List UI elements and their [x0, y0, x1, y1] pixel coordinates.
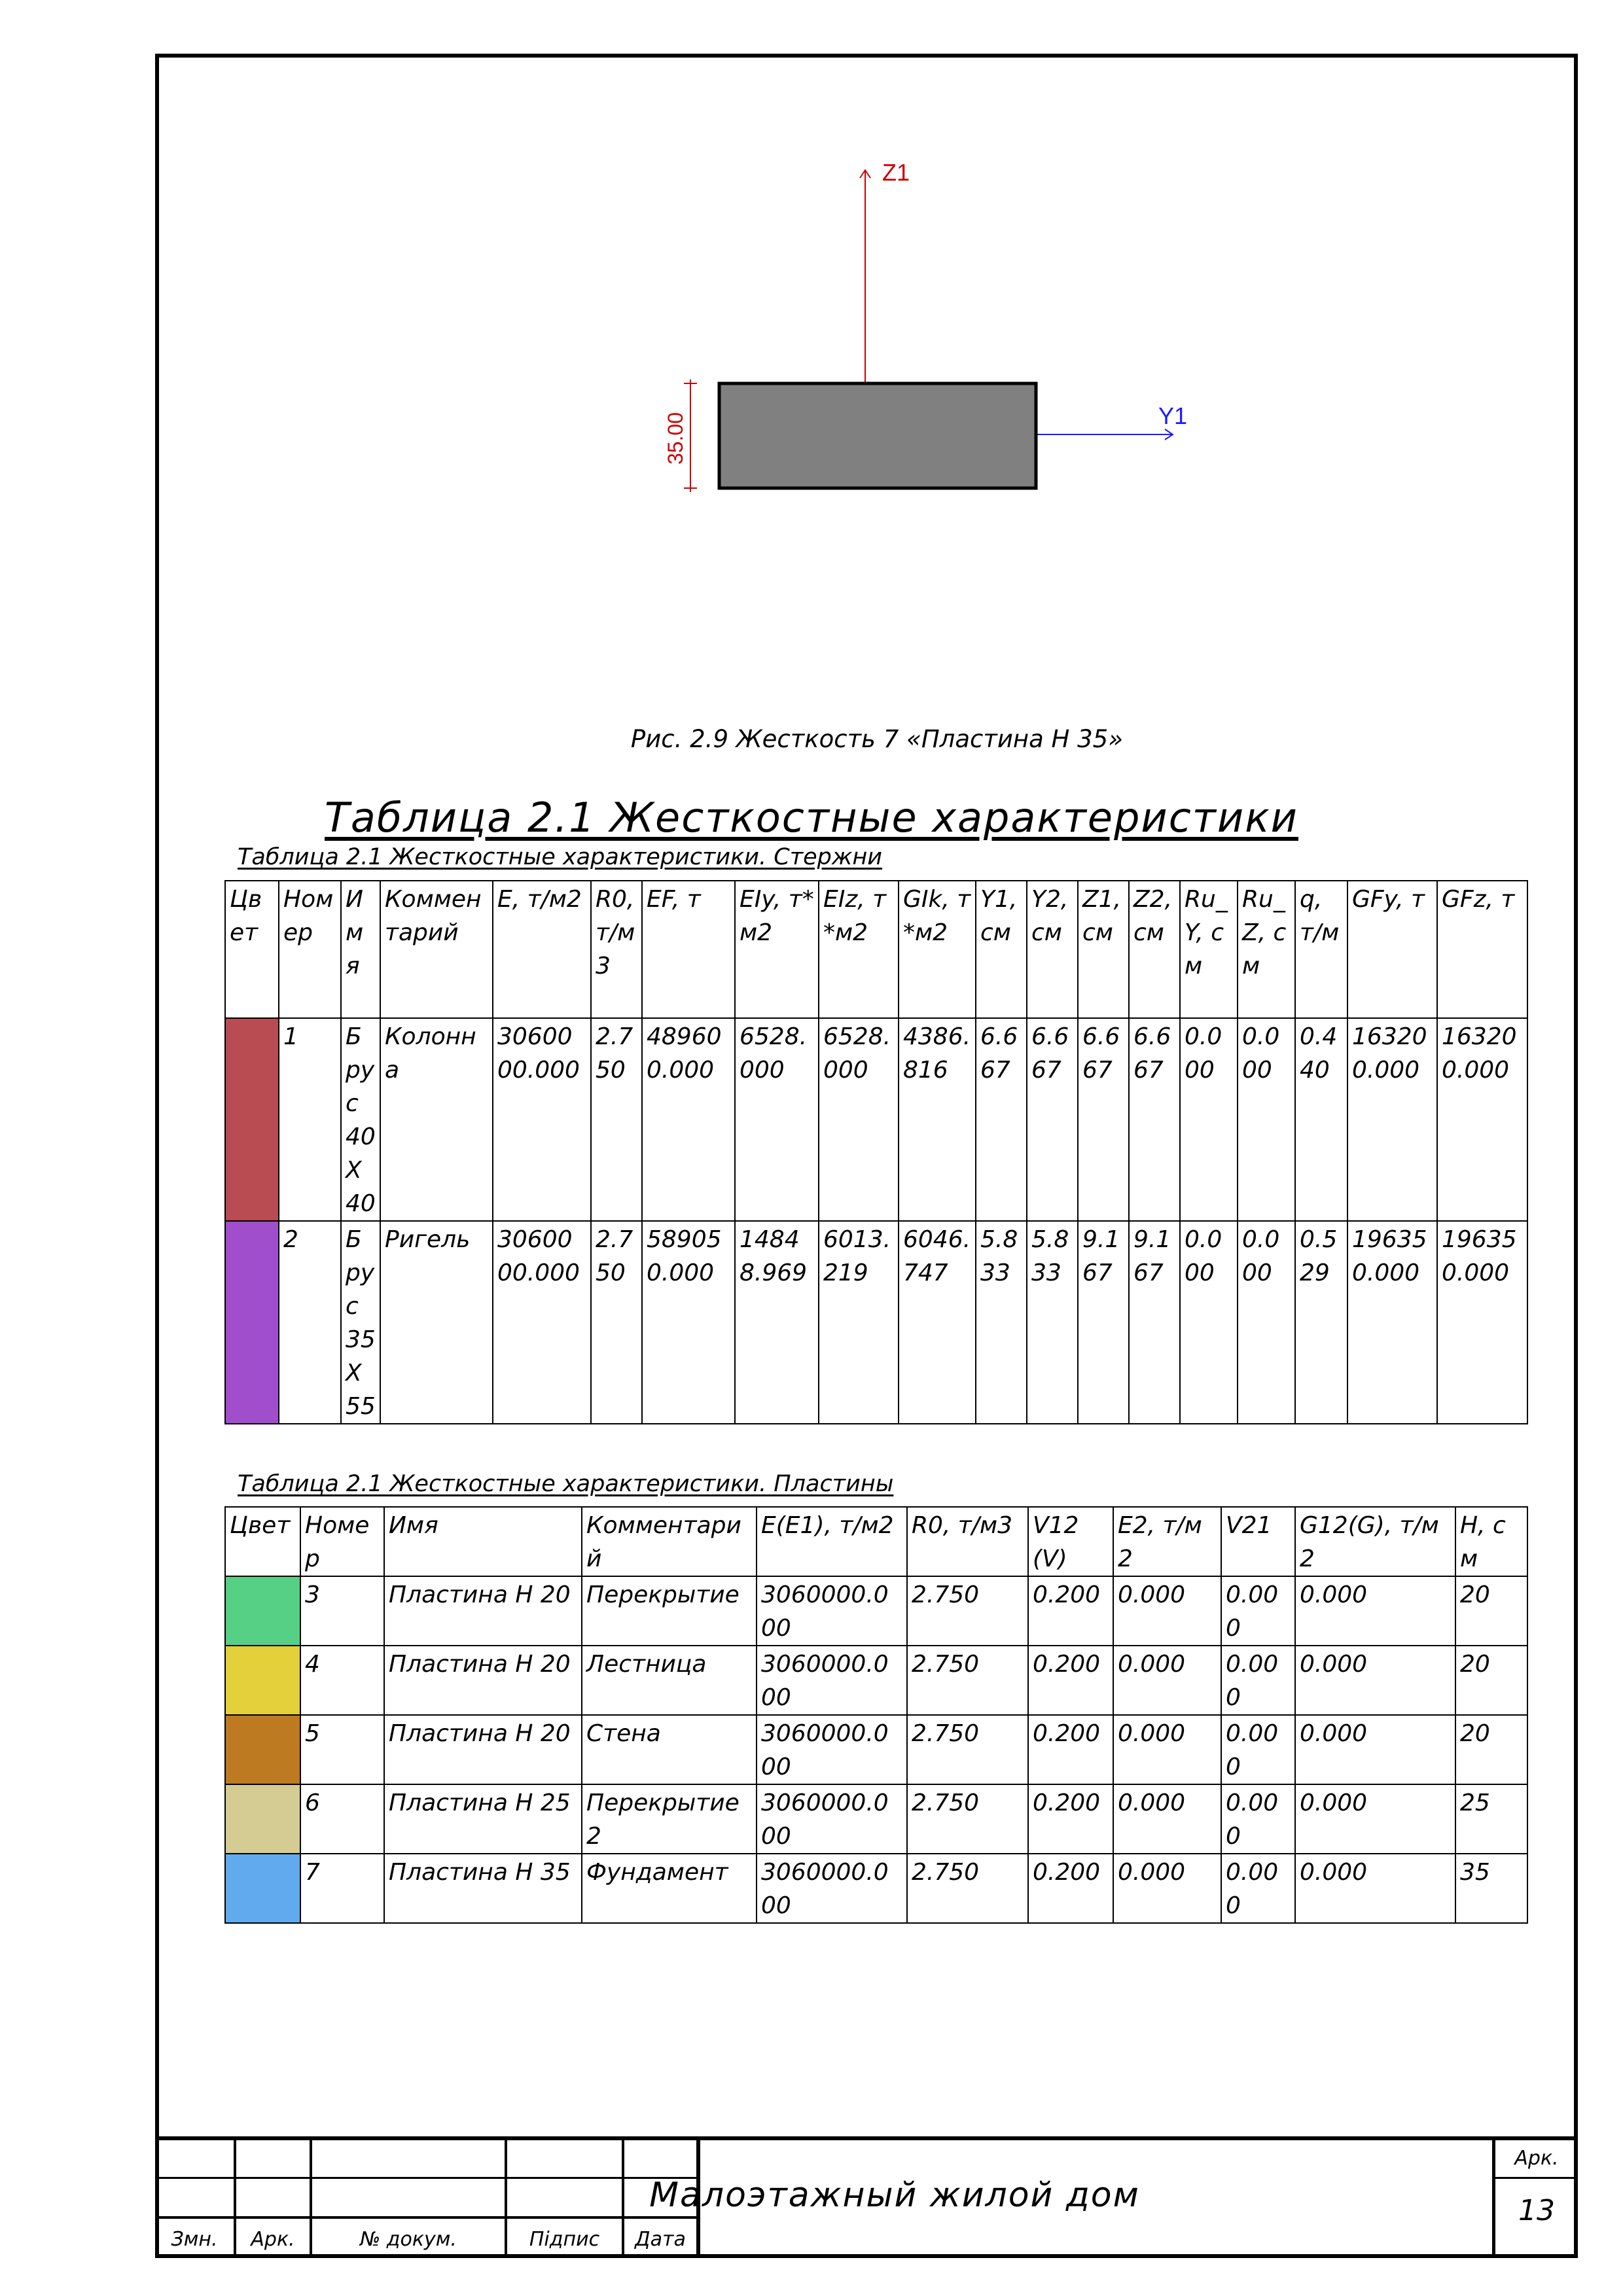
header-cell: E2, т/м2	[1113, 1507, 1221, 1576]
date-label: Дата	[635, 2228, 686, 2251]
header-cell: Y1, см	[976, 881, 1027, 1018]
table-row	[225, 1576, 1527, 1646]
color-swatch	[225, 1576, 300, 1646]
value-cell: 0.529	[1295, 1221, 1347, 1424]
header-cell: Имя	[341, 881, 380, 1018]
color-swatch	[225, 1715, 300, 1784]
name-cell: Пластина Н 25	[384, 1784, 582, 1854]
value-cell: 20	[1455, 1576, 1527, 1646]
dimension-label: 35.00	[664, 412, 687, 465]
value-cell: 20	[1455, 1646, 1527, 1715]
name-cell: Пластина Н 20	[384, 1576, 582, 1646]
page-title: Таблица 2.1 Жесткостные характеристики	[325, 794, 1298, 841]
value-cell: 35	[1455, 1854, 1527, 1923]
header-cell: V21	[1221, 1507, 1295, 1576]
value-cell: 0.000	[1180, 1221, 1238, 1424]
value-cell: 0.000	[1238, 1018, 1295, 1221]
value-cell: 0.000	[1113, 1646, 1221, 1715]
figure-caption: Рис. 2.9 Жесткость 7 «Пластина Н 35»	[630, 725, 1124, 753]
color-swatch	[225, 1646, 300, 1715]
section-drawing	[563, 150, 1191, 726]
value-cell: 589050.000	[642, 1221, 735, 1424]
value-cell: 2.750	[907, 1576, 1028, 1646]
header-cell: EF, т	[642, 881, 735, 1018]
header-cell: G12(G), т/м2	[1295, 1507, 1455, 1576]
y-axis-label: Y1	[1158, 402, 1188, 429]
rods-table-caption: Таблица 2.1 Жесткостные характеристики. Стержни	[238, 844, 883, 870]
value-cell: 9.167	[1078, 1221, 1129, 1424]
number-cell: 2	[279, 1221, 341, 1424]
value-cell: 6.667	[976, 1018, 1027, 1221]
table-header-row	[225, 1507, 1527, 1576]
number-cell: 5	[300, 1715, 384, 1784]
value-cell: 3060000.000	[757, 1854, 907, 1923]
value-cell: 0.000	[1113, 1854, 1221, 1923]
header-cell: V12(V)	[1028, 1507, 1113, 1576]
comment-cell: Ригель	[380, 1221, 493, 1424]
value-cell: 196350.000	[1437, 1221, 1527, 1424]
comment-cell: Перекрытие 2	[582, 1784, 757, 1854]
value-cell: 0.000	[1238, 1221, 1295, 1424]
value-cell: 6013.219	[819, 1221, 899, 1424]
table-row	[225, 1018, 1527, 1221]
value-cell: 20	[1455, 1715, 1527, 1784]
table-row	[225, 1646, 1527, 1715]
table-row	[225, 1715, 1527, 1784]
title-block	[155, 2136, 1578, 2258]
value-cell: 3060000.000	[757, 1576, 907, 1646]
value-cell: 0.000	[1295, 1646, 1455, 1715]
value-cell: 25	[1455, 1784, 1527, 1854]
sheet-label: Арк.	[251, 2228, 295, 2251]
value-cell: 9.167	[1129, 1221, 1180, 1424]
plates-table	[224, 1506, 1528, 1924]
comment-cell: Перекрытие	[582, 1576, 757, 1646]
header-cell: Ru_Z, см	[1238, 881, 1295, 1018]
section-figure	[563, 150, 1191, 726]
color-swatch	[225, 1018, 279, 1221]
color-swatch	[225, 1221, 279, 1424]
header-cell: q, т/м	[1295, 881, 1347, 1018]
value-cell: 3060000.000	[493, 1018, 591, 1221]
table-row	[225, 1784, 1527, 1854]
header-cell: Y2, см	[1027, 881, 1078, 1018]
value-cell: 163200.000	[1347, 1018, 1437, 1221]
value-cell: 2.750	[907, 1646, 1028, 1715]
value-cell: 6.667	[1129, 1018, 1180, 1221]
value-cell: 489600.000	[642, 1018, 735, 1221]
value-cell: 2.750	[591, 1221, 642, 1424]
signature-label: Підпис	[529, 2228, 600, 2251]
value-cell: 0.200	[1028, 1854, 1113, 1923]
value-cell: 3060000.000	[493, 1221, 591, 1424]
header-cell: H, см	[1455, 1507, 1527, 1576]
header-cell: GFz, т	[1437, 881, 1527, 1018]
header-cell: Цвет	[225, 881, 279, 1018]
header-cell: R0, т/м3	[907, 1507, 1028, 1576]
color-swatch	[225, 1784, 300, 1854]
value-cell: 3060000.000	[757, 1646, 907, 1715]
number-cell: 3	[300, 1576, 384, 1646]
z-axis-label: Z1	[882, 159, 910, 186]
value-cell: 0.200	[1028, 1646, 1113, 1715]
name-cell: Брус 35X55	[341, 1221, 380, 1424]
name-cell: Пластина Н 20	[384, 1715, 582, 1784]
sheet-number: 13	[1518, 2194, 1555, 2227]
value-cell: 5.833	[976, 1221, 1027, 1424]
header-cell: EIy, т*м2	[735, 881, 819, 1018]
value-cell: 2.750	[907, 1854, 1028, 1923]
value-cell: 0.440	[1295, 1018, 1347, 1221]
doc-number-label: № докум.	[360, 2228, 457, 2251]
value-cell: 4386.816	[899, 1018, 976, 1221]
header-cell: Имя	[384, 1507, 582, 1576]
value-cell: 0.000	[1221, 1854, 1295, 1923]
value-cell: 6.667	[1078, 1018, 1129, 1221]
value-cell: 0.000	[1180, 1018, 1238, 1221]
value-cell: 0.000	[1221, 1576, 1295, 1646]
value-cell: 196350.000	[1347, 1221, 1437, 1424]
table-header-row	[225, 881, 1527, 1018]
section-rectangle	[719, 383, 1036, 488]
comment-cell: Фундамент	[582, 1854, 757, 1923]
value-cell: 3060000.000	[757, 1715, 907, 1784]
header-cell: R0, т/м3	[591, 881, 642, 1018]
value-cell: 14848.969	[735, 1221, 819, 1424]
value-cell: 0.000	[1113, 1784, 1221, 1854]
number-cell: 6	[300, 1784, 384, 1854]
value-cell: 3060000.000	[757, 1784, 907, 1854]
value-cell: 0.000	[1113, 1576, 1221, 1646]
header-cell: E(E1), т/м2	[757, 1507, 907, 1576]
value-cell: 0.000	[1295, 1854, 1455, 1923]
value-cell: 0.000	[1221, 1784, 1295, 1854]
value-cell: 5.833	[1027, 1221, 1078, 1424]
value-cell: 6528.000	[819, 1018, 899, 1221]
number-cell: 1	[279, 1018, 341, 1221]
value-cell: 163200.000	[1437, 1018, 1527, 1221]
name-cell: Пластина Н 20	[384, 1646, 582, 1715]
header-cell: Цвет	[225, 1507, 300, 1576]
table-row	[225, 1854, 1527, 1923]
name-cell: Пластина Н 35	[384, 1854, 582, 1923]
header-cell: Комментарий	[380, 881, 493, 1018]
value-cell: 2.750	[907, 1715, 1028, 1784]
header-cell: GFy, т	[1347, 881, 1437, 1018]
name-cell: Брус 40X40	[341, 1018, 380, 1221]
value-cell: 6046.747	[899, 1221, 976, 1424]
value-cell: 2.750	[591, 1018, 642, 1221]
header-cell: Z1, см	[1078, 881, 1129, 1018]
rods-table	[224, 880, 1528, 1424]
value-cell: 0.000	[1221, 1646, 1295, 1715]
value-cell: 2.750	[907, 1784, 1028, 1854]
comment-cell: Лестница	[582, 1646, 757, 1715]
number-cell: 4	[300, 1646, 384, 1715]
value-cell: 0.000	[1113, 1715, 1221, 1784]
table-row	[225, 1221, 1527, 1424]
change-label: Змн.	[171, 2228, 218, 2251]
value-cell: 0.200	[1028, 1784, 1113, 1854]
header-cell: Номер	[300, 1507, 384, 1576]
value-cell: 6.667	[1027, 1018, 1078, 1221]
header-cell: E, т/м2	[493, 881, 591, 1018]
value-cell: 0.000	[1295, 1715, 1455, 1784]
document-title: Малоэтажный жилой дом	[649, 2176, 1140, 2215]
value-cell: 0.200	[1028, 1576, 1113, 1646]
plates-table-caption: Таблица 2.1 Жесткостные характеристики. Пластины	[238, 1471, 894, 1497]
value-cell: 0.000	[1295, 1784, 1455, 1854]
header-cell: Комментарий	[582, 1507, 757, 1576]
color-swatch	[225, 1854, 300, 1923]
header-cell: Номер	[279, 881, 341, 1018]
value-cell: 6528.000	[735, 1018, 819, 1221]
header-cell: EIz, т*м2	[819, 881, 899, 1018]
comment-cell: Колонна	[380, 1018, 493, 1221]
sheet-number-label: Арк.	[1514, 2147, 1559, 2170]
number-cell: 7	[300, 1854, 384, 1923]
value-cell: 0.000	[1295, 1576, 1455, 1646]
comment-cell: Стена	[582, 1715, 757, 1784]
header-cell: Ru_Y, см	[1180, 881, 1238, 1018]
header-cell: GIk, т*м2	[899, 881, 976, 1018]
value-cell: 0.000	[1221, 1715, 1295, 1784]
header-cell: Z2, см	[1129, 881, 1180, 1018]
value-cell: 0.200	[1028, 1715, 1113, 1784]
